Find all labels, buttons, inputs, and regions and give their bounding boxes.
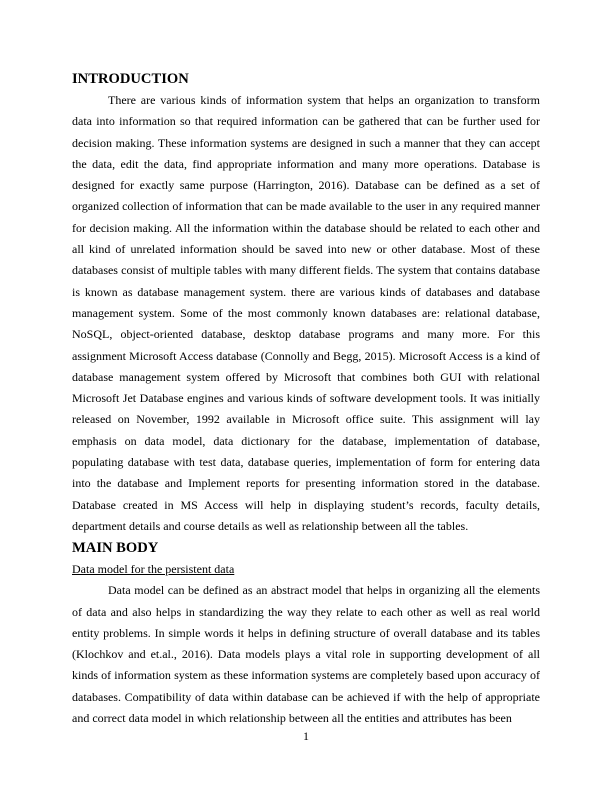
main-body-heading: MAIN BODY — [72, 540, 159, 557]
document-page — [72, 70, 540, 729]
page-number: 1 — [303, 729, 309, 743]
introduction-heading: INTRODUCTION — [72, 71, 189, 87]
introduction-paragraph: There are various kinds of information system that helps an organization to transform data into information so that required information can be gathered that can be further used for decision making. These information systems are designed in such a manner that they can accept the data, edit the data, find appropriate information and many more operations. Database is designed for exactly same purpose (Harrington, 2016). Database can be defined as a set of organized collection of information that can be made available to the user in any required manner for decision making. All the information within the database should be related to each other and all kind of unrelated information should be saved into new or other database. Most of these databases consist of multiple tables with many different fields. The system that contains database is known as database management system. there are various kinds of databases and database management system. Some of the most commonly known databases are: relational database, NoSQL, object-oriented database, desktop database programs and many more. For this assignment Microsoft Access database (Connolly and Begg, 2015). Microsoft Access is a kind of database management system offered by Microsoft that combines both GUI with relational Microsoft Jet Database engines and various kinds of software development tools. It was initially released on November, 1992 available in Microsoft office suite. This assignment will lay emphasis on data model, data dictionary for the database, implementation of database, populating database with test data, database queries, implementation of form for entering data into the database and Implement reports for presenting information stored in the database. Database created in MS Access will help in displaying student’s records, faculty details, department details and course details as well as relationship between all the tables. — [72, 93, 540, 533]
data-model-paragraph: Data model can be defined as an abstract model that helps in organizing all the elements of data and also helps in standardizing the way they relate to each other as well as real world entity problems. In simple words it helps in defining structure of overall database and its tables (Klochkov and et.al., 2016). Data models plays a vital role in supporting development of all kinds of information system as these information systems are completely based upon accuracy of databases. Compatibility of data within database can be achieved if with the help of appropriate and correct data model in which relationship between all the entities and attributes has been — [72, 583, 540, 726]
data-model-subheading: Data model for the persistent data — [72, 562, 235, 577]
